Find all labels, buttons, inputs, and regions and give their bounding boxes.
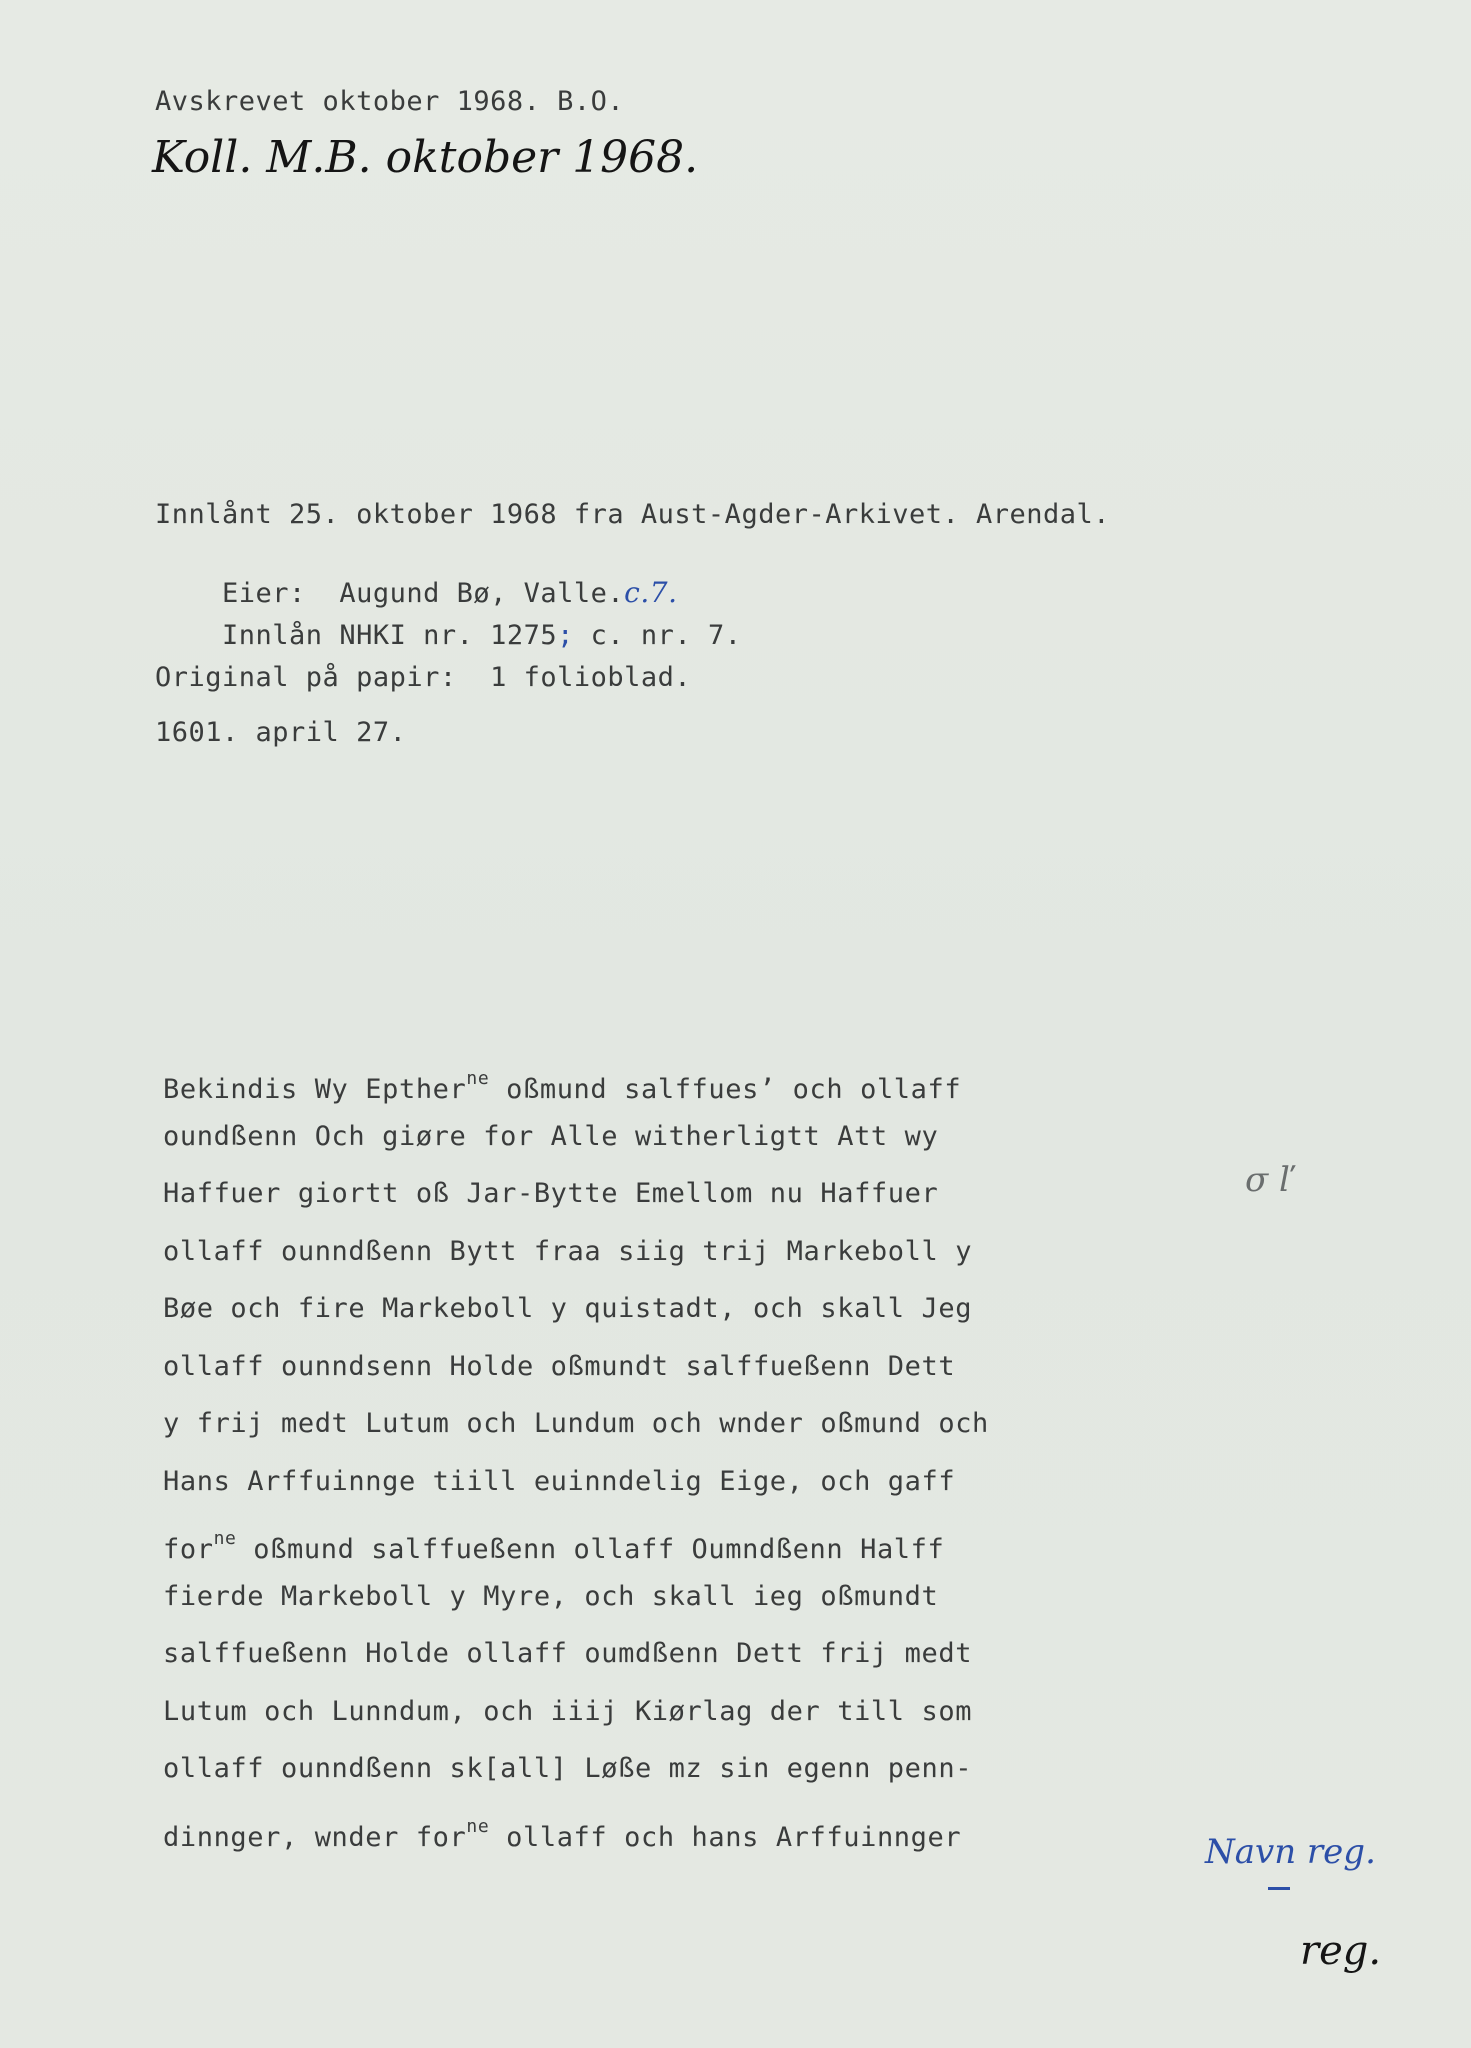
transcript-line-text: Haffuer giortt oß Jar-Bytte Emellom nu Haffuer [163, 1178, 939, 1209]
transcript-line [163, 1223, 989, 1281]
transcript-line-text: y frij medt Lutum och Lundum och wnder oßmund och [163, 1408, 989, 1439]
transcript-line [163, 1798, 989, 1856]
transcript-line [163, 1568, 989, 1626]
reg-note: reg. [1300, 1928, 1382, 1974]
transcript-body [163, 1050, 989, 1855]
transcript-line-rest: oßmund salffueßenn ollaff Oumndßenn Halff [236, 1534, 945, 1565]
transcript-line [163, 1108, 989, 1166]
transcript-line [163, 1683, 989, 1741]
transcript-line-text: fierde Markeboll y Myre, och skall ieg oßmundt [163, 1580, 939, 1612]
handwritten-collation-note: Koll. M.B. oktober 1968. [152, 132, 699, 183]
loan-line: Innlånt 25. oktober 1968 fra Aust-Agder-Arkivet. Arendal. [155, 499, 1111, 530]
transcript-line [163, 1050, 989, 1108]
transcript-line-rest: oßmund salffues’ och ollaff [489, 1074, 962, 1105]
transcript-line [163, 1165, 989, 1223]
transcript-line-text: Hans Arffuinnge tiill euinndelig Eige, och gaff [163, 1465, 956, 1497]
transcript-line-text: for [163, 1534, 214, 1565]
transcript-line-text: ollaff ounndßenn sk[all] Løße mz sin egenn penn- [163, 1753, 973, 1784]
owner-text: Eier: Augund Bø, Valle. [222, 578, 625, 609]
transcript-line [163, 1510, 989, 1568]
loan-number-hand: ; [557, 620, 574, 651]
transcript-line [163, 1453, 989, 1511]
transcript-line-text: ollaff ounndßenn Bytt fraa siig trij Markeboll y [163, 1235, 973, 1267]
transcript-line-text: Lutum och Lunndum, och iiij Kiørlag der till som [163, 1695, 973, 1727]
transcript-line-text: Bøe och fire Markeboll y quistadt, och skall Jeg [163, 1293, 973, 1324]
superscript-abbrev: ne [466, 1068, 490, 1089]
original-line: Original på papir: 1 folioblad. [155, 662, 692, 693]
typed-header: Avskrevet oktober 1968. B.O. [155, 86, 625, 117]
transcript-line [163, 1280, 989, 1338]
transcript-line-text: Bekindis Wy Epther [163, 1074, 467, 1105]
superscript-abbrev: ne [466, 1815, 490, 1837]
transcript-line [163, 1740, 989, 1798]
transcript-line [163, 1395, 989, 1453]
date-line: 1601. april 27. [155, 717, 407, 748]
transcript-line [163, 1625, 989, 1683]
transcript-line-text: ollaff ounndsenn Holde oßmundt salffueßenn Dett [163, 1350, 956, 1382]
loan-number-text: Innlån NHKI nr. 1275 [222, 620, 558, 651]
navn-reg-note: Navn reg. [1205, 1832, 1376, 1872]
transcript-line-text: salffueßenn Holde ollaff oumdßenn Dett frij medt [163, 1638, 973, 1669]
navn-reg-underline [1268, 1887, 1290, 1890]
transcript-line-text: oundßenn Och giøre for Alle witherligtt Att wy [163, 1120, 939, 1152]
loan-number-rest: c. nr. 7. [573, 620, 742, 651]
owner-hand-note: c.7. [624, 576, 678, 609]
transcript-line-rest: ollaff och hans Arffuinnger [489, 1821, 962, 1853]
margin-mark: σ ľ [1245, 1160, 1293, 1200]
transcript-line [163, 1338, 989, 1396]
transcript-line-text: dinnger, wnder for [163, 1821, 467, 1853]
superscript-abbrev: ne [213, 1528, 237, 1549]
